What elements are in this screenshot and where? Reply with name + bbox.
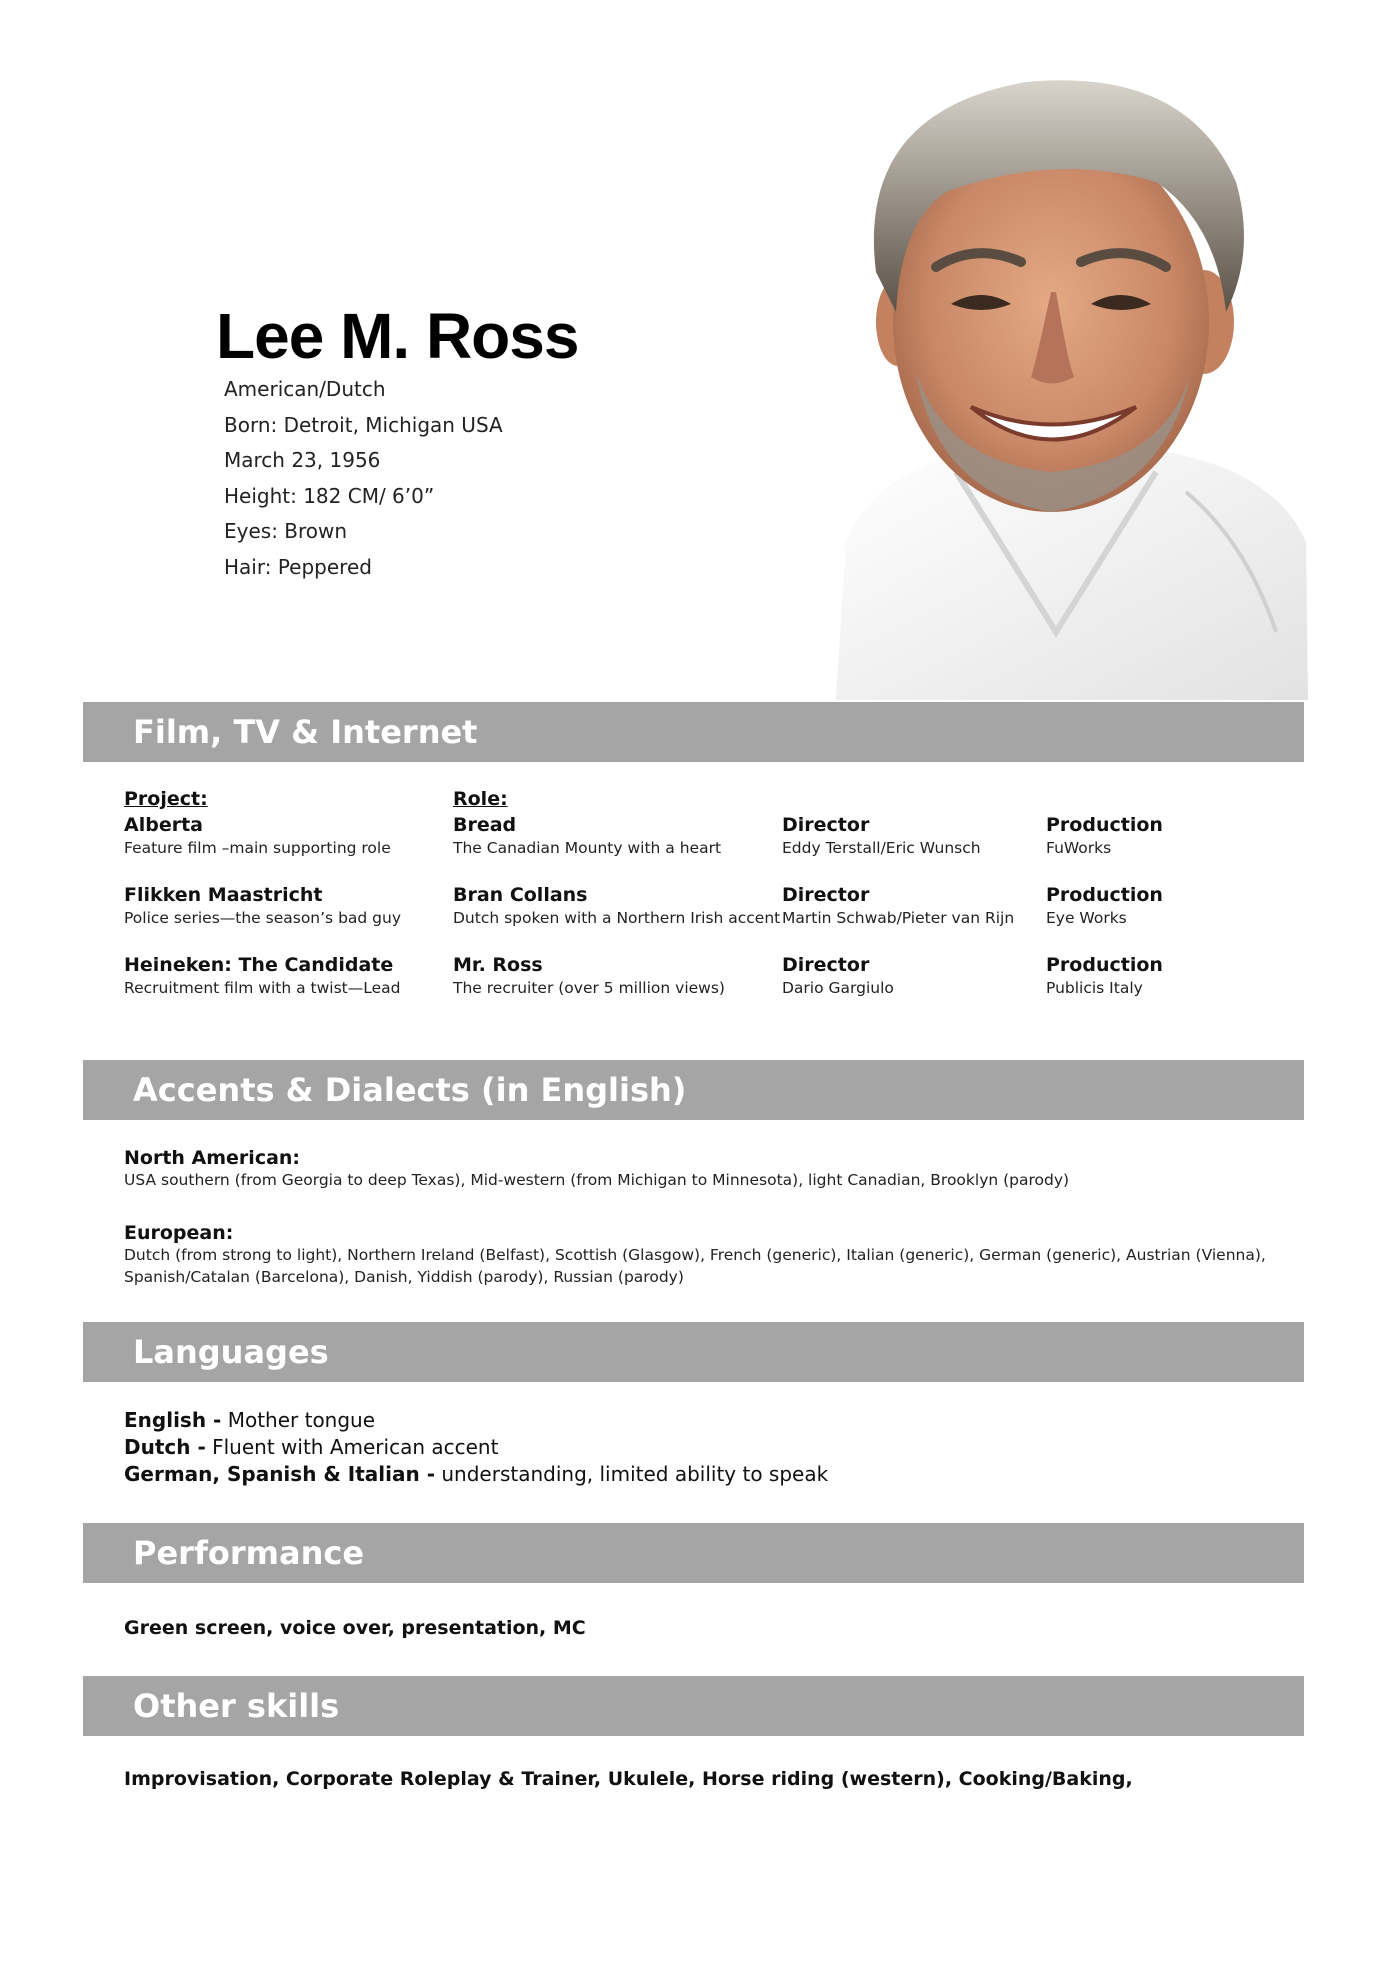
role-name: Bran Collans xyxy=(453,884,588,906)
language-item xyxy=(124,1461,828,1488)
language-name: English - xyxy=(124,1408,222,1432)
role-description: The Canadian Mounty with a heart xyxy=(453,839,722,857)
project-description: Recruitment film with a twist—Lead xyxy=(124,979,401,997)
north-american-list: USA southern (from Georgia to deep Texas), Mid-western (from Michigan to Minnesota), light Canadian, Brooklyn (parody) xyxy=(124,1171,1070,1189)
nationality: American/Dutch xyxy=(224,377,386,401)
language-name: Dutch - xyxy=(124,1435,206,1459)
director-label: Director xyxy=(782,954,870,976)
production-entry xyxy=(1046,953,1163,999)
film-entry xyxy=(124,953,400,999)
production-company: Publicis Italy xyxy=(1046,979,1143,997)
film-entry xyxy=(124,883,401,929)
production-company: Eye Works xyxy=(1046,909,1127,927)
performance-text: Green screen, voice over, presentation, MC xyxy=(124,1617,586,1639)
eyes: Eyes: Brown xyxy=(224,519,348,543)
language-level: Fluent with American accent xyxy=(205,1435,499,1459)
person-name: Lee M. Ross xyxy=(216,300,579,372)
director-label: Director xyxy=(782,884,870,906)
hair: Hair: Peppered xyxy=(224,554,372,579)
director-name: Eddy Terstall/Eric Wunsch xyxy=(782,839,981,857)
language-item xyxy=(124,1407,828,1434)
section-header-languages: Languages xyxy=(83,1322,1304,1382)
height: Height: 182 CM/ 6’0” xyxy=(224,483,435,508)
language-level: Mother tongue xyxy=(221,1408,376,1432)
north-american-accents xyxy=(124,1147,1069,1191)
language-level: understanding, limited ability to speak xyxy=(435,1462,829,1486)
birthplace: Born: Detroit, Michigan USA xyxy=(224,412,503,437)
language-item xyxy=(124,1434,828,1461)
production-label: Production xyxy=(1046,954,1163,976)
project-title: Alberta xyxy=(124,814,203,836)
director-entry xyxy=(782,813,981,859)
european-list-line1: Dutch (from strong to light), Northern Ireland (Belfast), Scottish (Glasgow), French (generic), Italian (generic), German (generic), Austrian (Vienna), xyxy=(124,1246,1266,1264)
role-entry xyxy=(453,883,780,929)
production-company: FuWorks xyxy=(1046,839,1112,857)
director-label: Director xyxy=(782,814,870,836)
project-column-header: Project: xyxy=(124,788,208,810)
production-entry xyxy=(1046,813,1163,859)
role-name: Mr. Ross xyxy=(453,954,543,976)
director-entry xyxy=(782,883,1014,929)
role-column-header: Role: xyxy=(453,788,508,810)
film-entry xyxy=(124,813,391,859)
birthdate: March 23, 1956 xyxy=(224,448,381,472)
production-entry xyxy=(1046,883,1163,929)
role-description: The recruiter (over 5 million views) xyxy=(453,979,725,997)
project-title: Heineken: The Candidate xyxy=(124,954,394,976)
languages-list xyxy=(124,1407,828,1488)
headshot-photo xyxy=(806,72,1308,700)
director-name: Martin Schwab/Pieter van Rijn xyxy=(782,909,1015,927)
section-header-accents: Accents & Dialects (in English) xyxy=(83,1060,1304,1120)
personal-details xyxy=(224,372,503,585)
section-header-other-skills: Other skills xyxy=(83,1676,1304,1736)
director-name: Dario Gargiulo xyxy=(782,979,894,997)
production-label: Production xyxy=(1046,884,1163,906)
north-american-label: North American: xyxy=(124,1147,301,1169)
project-description: Feature film –main supporting role xyxy=(124,839,391,857)
project-title: Flikken Maastricht xyxy=(124,884,323,906)
european-list-line2: Spanish/Catalan (Barcelona), Danish, Yiddish (parody), Russian (parody) xyxy=(124,1268,684,1286)
language-name: German, Spanish & Italian - xyxy=(124,1462,436,1486)
european-label: European: xyxy=(124,1222,234,1244)
role-entry xyxy=(453,813,721,859)
role-name: Bread xyxy=(453,814,517,836)
role-entry xyxy=(453,953,725,999)
other-skills-text: Improvisation, Corporate Roleplay & Trainer, Ukulele, Horse riding (western), Cooking/Baking, xyxy=(124,1768,1133,1790)
role-description: Dutch spoken with a Northern Irish accent xyxy=(453,909,781,927)
project-description: Police series—the season’s bad guy xyxy=(124,909,402,927)
director-entry xyxy=(782,953,894,999)
section-header-performance: Performance xyxy=(83,1523,1304,1583)
european-accents xyxy=(124,1222,1294,1288)
section-header-film: Film, TV & Internet xyxy=(83,702,1304,762)
production-label: Production xyxy=(1046,814,1163,836)
